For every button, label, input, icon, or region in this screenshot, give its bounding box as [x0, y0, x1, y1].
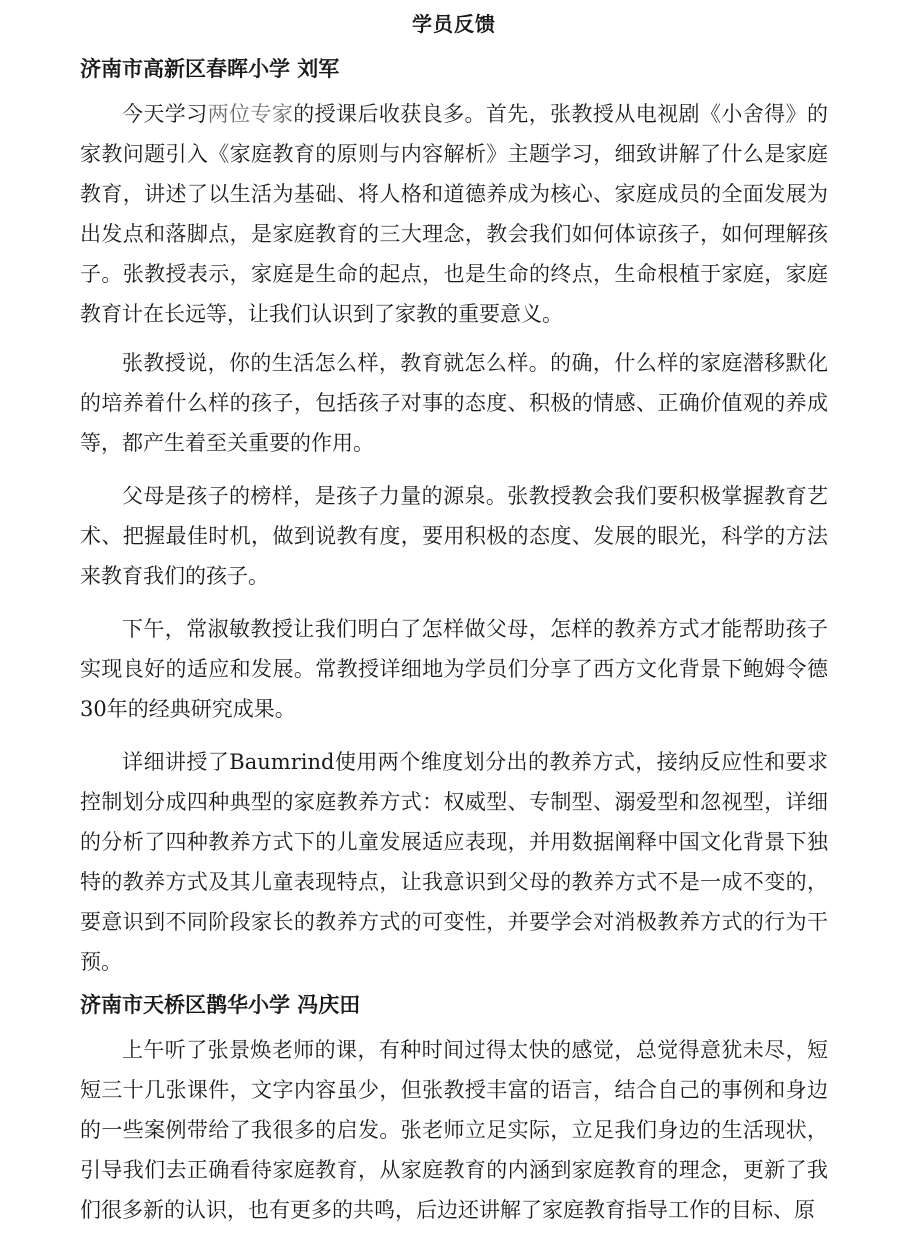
section-heading-fengqingtian: 济南市天桥区鹊华小学 冯庆田 [80, 993, 361, 1017]
paragraph-text: 的授课后收获良多。首先，张教授从电视剧《小舍得》的家教问题引入《家庭教育的原则与内容解析》主题学习，细致讲解了什么是家庭教育，讲述了以生活为基础、将人格和道德养成为核心、家庭成员的全面发展为出发点和落脚点，是家庭教育的三大理念，教会我们如何体谅孩子，如何理解孩子。张教授表示，家庭是生命的起点，也是生命的终点，生命根植于家庭，家庭教育计在长远等，让我们认识到了家教的重要意义。 [80, 102, 828, 326]
paragraph: 父母是孩子的榜样，是孩子力量的源泉。张教授教会我们要积极掌握教育艺术、把握最佳时机，做到说教有度，要用积极的态度、发展的眼光，科学的方法来教育我们的孩子。 [80, 484, 828, 588]
paragraph: 详细讲授了Baumrind使用两个维度划分出的教养方式，接纳反应性和要求控制划分成四种典型的家庭教养方式：权威型、专制型、溺爱型和忽视型，详细的分析了四种教养方式下的儿童发展适应表现，并用数据阐释中国文化背景下独特的教养方式及其儿童表现特点，让我意识到父母的教养方式不是一成不变的，要意识到不同阶段家长的教养方式的可变性，并要学会对消极教养方式的行为干预。 [80, 750, 828, 974]
highlighted-text: 两位专家 [207, 102, 294, 126]
paragraph-text: 今天学习 [122, 102, 208, 126]
paragraph: 张教授说，你的生活怎么样，教育就怎么样。的确，什么样的家庭潜移默化的培养着什么样的孩子，包括孩子对事的态度、积极的情感、正确价值观的养成等，都产生着至关重要的作用。 [80, 351, 828, 455]
document-title: 学员反馈 [412, 12, 496, 36]
section-heading-liujun: 济南市高新区春晖小学 刘军 [80, 57, 340, 81]
paragraph: 上午听了张景焕老师的课，有种时间过得太快的感觉，总觉得意犹未尽，短短三十几张课件，文字内容虽少，但张教授丰富的语言，结合自己的事例和身边的一些案例带给了我很多的启发。张老师立足实际，立足我们身边的生活现状，引导我们去正确看待家庭教育，从家庭教育的内涵到家庭教育的理念，更新了我们很多新的认识，也有更多的共鸣，后边还讲解了家庭教育指导工作的目标、原 [80, 1038, 828, 1222]
paragraph: 下午，常淑敏教授让我们明白了怎样做父母，怎样的教养方式才能帮助孩子实现良好的适应和发展。常教授详细地为学员们分享了西方文化背景下鲍姆令德30年的经典研究成果。 [80, 617, 828, 721]
paragraph [80, 94, 828, 334]
